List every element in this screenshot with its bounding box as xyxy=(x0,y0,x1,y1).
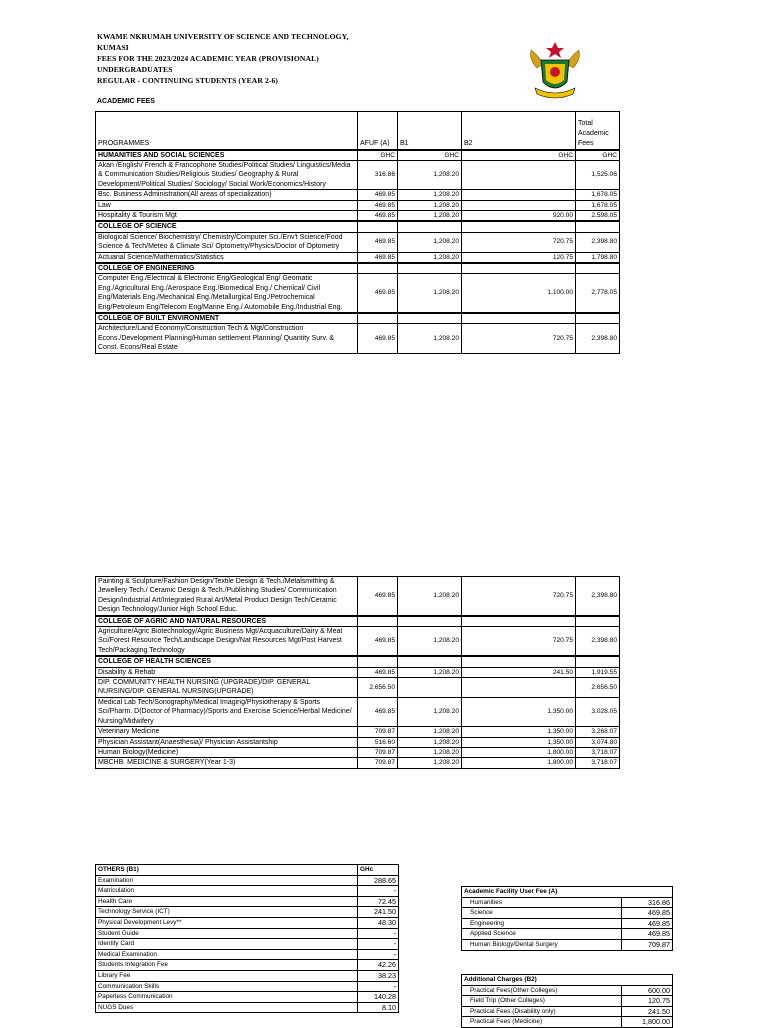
b2-cell: 720.75 xyxy=(462,324,576,353)
item-label: Paperless Communication xyxy=(96,992,358,1003)
column-header-programmes: PROGRAMMES xyxy=(96,112,358,150)
b2-cell xyxy=(462,313,576,324)
b2-cell: 1,350.00 xyxy=(462,737,576,747)
item-label: Human Biology/Dental Surgery xyxy=(462,939,622,950)
b2-cell: 1,100.00 xyxy=(462,274,576,313)
b1-cell: GHC xyxy=(398,150,462,161)
afuf-cell: 516.60 xyxy=(358,737,398,747)
table-row xyxy=(96,274,620,313)
item-label: Field Trip (Other Colleges) xyxy=(462,996,622,1007)
b2-cell xyxy=(462,656,576,667)
afuf-cell: 469.85 xyxy=(358,252,398,263)
item-value: - xyxy=(358,981,399,992)
total-cell: 2,398.80 xyxy=(576,232,620,252)
others-b1-table xyxy=(95,864,399,1013)
section-row xyxy=(96,616,620,627)
afuf-cell: 709.87 xyxy=(358,727,398,737)
afuf-cell: 469.85 xyxy=(358,210,398,221)
header-line: KUMASI xyxy=(97,43,129,52)
total-cell: 3,718.07 xyxy=(576,747,620,757)
total-cell xyxy=(576,313,620,324)
b1-cell: 1,208.20 xyxy=(398,758,462,768)
programme-cell: COLLEGE OF AGRIC AND NATURAL RESOURCES xyxy=(96,616,358,627)
afuf-cell: 469.85 xyxy=(358,200,398,210)
b1-cell: 1,208.20 xyxy=(398,274,462,313)
b1-cell: 1,208.20 xyxy=(398,190,462,200)
item-value: 600.00 xyxy=(622,985,673,996)
item-label: Physical Development Levy** xyxy=(96,917,358,928)
university-crest-logo xyxy=(527,38,583,104)
list-item xyxy=(96,960,399,971)
b1-cell: 1,208.20 xyxy=(398,324,462,353)
afuf-cell: 469.85 xyxy=(358,667,398,677)
b2-cell xyxy=(462,616,576,627)
table-row xyxy=(96,667,620,677)
item-value: 38.23 xyxy=(358,970,399,981)
table-row xyxy=(96,210,620,221)
programme-cell: Medical Lab Tech/Sonography/Medical Imaging/Physiotherapy & Sports Sci/Pharm. D(Doctor of Pharmacy)/Sports and Exercise Science/Herbal Medicine/ Nursing/Midwifery xyxy=(96,697,358,726)
afuf-cell: 316.86 xyxy=(358,160,398,189)
table-row xyxy=(96,577,620,616)
table-row xyxy=(96,678,620,698)
list-item xyxy=(96,939,399,950)
b1-cell: 1,208.20 xyxy=(398,200,462,210)
b2-cell: 1,800.00 xyxy=(462,758,576,768)
b2-cell: 120.75 xyxy=(462,252,576,263)
list-item xyxy=(462,1017,673,1028)
table-row xyxy=(96,252,620,263)
programme-cell: Painting & Sculpture/Fashion Design/Textile Design & Tech./Metalsmithing & Jewellery Tech./ Ceramic Design & Tech./Publishing Studies/ Communication Design/Industrial Art/Integrated Rural Art/Metal Product Design Tech/Ceramic Design Technology/Junior High School Educ. xyxy=(96,577,358,616)
programme-cell: MBCHB. MEDICINE & SURGERY(Year 1-3) xyxy=(96,758,358,768)
academic-fees-label: ACADEMIC FEES xyxy=(97,98,155,105)
list-item xyxy=(462,908,673,919)
total-cell: 1,919.55 xyxy=(576,667,620,677)
b2-cell: 1,350.00 xyxy=(462,697,576,726)
item-label: Health Care xyxy=(96,896,358,907)
programme-cell: COLLEGE OF SCIENCE xyxy=(96,221,358,232)
item-value: 241.50 xyxy=(358,907,399,918)
total-cell: 1,525.06 xyxy=(576,160,620,189)
b1-cell: 1,208.20 xyxy=(398,160,462,189)
header-line: UNDERGRADUATES xyxy=(97,65,173,74)
b2-cell: 1,800.00 xyxy=(462,747,576,757)
item-label: Technology Service (ICT) xyxy=(96,907,358,918)
table-row xyxy=(96,737,620,747)
b1-cell: 1,208.20 xyxy=(398,232,462,252)
item-label: Student Guide xyxy=(96,928,358,939)
others-currency: GHc xyxy=(358,865,399,876)
section-row xyxy=(96,313,620,324)
header-line: KWAME NKRUMAH UNIVERSITY OF SCIENCE AND TECHNOLOGY, xyxy=(97,32,349,41)
programme-cell: HUMANITIES AND SOCIAL SCIENCES xyxy=(96,150,358,161)
additional-title: Additional Charges (B2) xyxy=(462,975,673,986)
b2-cell xyxy=(462,678,576,698)
list-item xyxy=(462,996,673,1007)
b1-cell xyxy=(398,263,462,274)
others-header-row xyxy=(96,865,399,876)
b1-cell: 1,208.20 xyxy=(398,697,462,726)
item-value: 469.85 xyxy=(622,918,673,929)
item-label: Practical Fees(Other Colleges) xyxy=(462,985,622,996)
afuf-cell xyxy=(358,656,398,667)
item-value: 469.85 xyxy=(622,929,673,940)
item-label: Engineering xyxy=(462,918,622,929)
column-header-b1: B1 xyxy=(398,112,462,150)
list-item xyxy=(96,992,399,1003)
b1-cell xyxy=(398,616,462,627)
item-value: 48.30 xyxy=(358,917,399,928)
item-label: Communication Skills xyxy=(96,981,358,992)
afuf-cell: 469.85 xyxy=(358,627,398,657)
table-header-row xyxy=(96,112,620,150)
item-label: NUGS Dues xyxy=(96,1002,358,1013)
programme-cell: Architecture/Land Economy/Construction Tech & Mgt/Construction Econs./Development Planning/Human settlement Planning/ Quantity Surv. & Const. Econs/Real Estate xyxy=(96,324,358,353)
table-row xyxy=(96,758,620,768)
total-cell: 3,074.80 xyxy=(576,737,620,747)
total-cell: 1,798.80 xyxy=(576,252,620,263)
afuf-cell: 2,656.50 xyxy=(358,678,398,698)
table-row xyxy=(96,232,620,252)
afuf-cell: 709.87 xyxy=(358,758,398,768)
table-row xyxy=(96,627,620,657)
column-header-afuf: AFUF (A) xyxy=(358,112,398,150)
list-item xyxy=(462,918,673,929)
item-label: Library Fee xyxy=(96,970,358,981)
list-item xyxy=(462,985,673,996)
item-label: Identity Card xyxy=(96,939,358,950)
section-row xyxy=(96,150,620,161)
section-row xyxy=(96,656,620,667)
b1-cell: 1,208.20 xyxy=(398,747,462,757)
item-label: Matriculation xyxy=(96,886,358,897)
afuf-cell xyxy=(358,221,398,232)
item-label: Practical Fees (Medicine) xyxy=(462,1017,622,1028)
others-title: OTHERS (B1) xyxy=(96,865,358,876)
list-item xyxy=(96,928,399,939)
total-cell: 1,678.05 xyxy=(576,200,620,210)
programme-cell: Human Biology(Medicine) xyxy=(96,747,358,757)
section-row xyxy=(96,263,620,274)
list-item xyxy=(462,929,673,940)
programme-cell: Actuarial Science/Mathematics/Statistics xyxy=(96,252,358,263)
item-label: Humanities xyxy=(462,897,622,908)
section-row xyxy=(96,221,620,232)
b1-cell xyxy=(398,656,462,667)
afuf-cell: 469.85 xyxy=(358,697,398,726)
header-line: REGULAR - CONTINUING STUDENTS (YEAR 2-6) xyxy=(97,76,278,85)
item-label: Science xyxy=(462,908,622,919)
programme-cell: Law xyxy=(96,200,358,210)
afuf-title: Academic Facility User Fee (A) xyxy=(462,887,673,898)
programme-cell: COLLEGE OF ENGINEERING xyxy=(96,263,358,274)
total-cell: 3,718.07 xyxy=(576,758,620,768)
total-cell xyxy=(576,656,620,667)
programme-cell: Bsc. Business Administration(All areas of specialization) xyxy=(96,190,358,200)
list-item xyxy=(96,970,399,981)
afuf-cell xyxy=(358,616,398,627)
list-item xyxy=(96,1002,399,1013)
list-item xyxy=(462,939,673,950)
total-cell: GHC xyxy=(576,150,620,161)
column-header-total: Total Academic Fees xyxy=(576,112,620,150)
programme-cell: Veterinary Medicine xyxy=(96,727,358,737)
item-value: 1,800.00 xyxy=(622,1017,673,1028)
b2-cell: 720.75 xyxy=(462,577,576,616)
b2-cell xyxy=(462,200,576,210)
programme-cell: Agriculture/Agric Biotechnology/Agric Business Mgt/Acquaculture/Dairy & Meat Sci/Forest Resource Tech/Landscape Design/Nat Resources Mgt/Post Harvest Tech/Packaging Technology xyxy=(96,627,358,657)
b1-cell: 1,208.20 xyxy=(398,667,462,677)
total-cell: 2,778.05 xyxy=(576,274,620,313)
afuf-cell: GHC xyxy=(358,150,398,161)
b1-cell: 1,208.20 xyxy=(398,727,462,737)
b2-cell xyxy=(462,190,576,200)
total-cell: 2,656.50 xyxy=(576,678,620,698)
b1-cell xyxy=(398,678,462,698)
b1-cell: 1,208.20 xyxy=(398,577,462,616)
table-row xyxy=(96,190,620,200)
academic-facility-user-fee-table xyxy=(461,886,673,951)
b2-cell xyxy=(462,263,576,274)
total-cell: 2,398.80 xyxy=(576,577,620,616)
b2-cell: 241.50 xyxy=(462,667,576,677)
b2-cell: 720.75 xyxy=(462,232,576,252)
item-value: - xyxy=(358,886,399,897)
item-value: 140.28 xyxy=(358,992,399,1003)
programme-cell: Computer Eng./Electrical & Electronic Eng/Geological Eng/ Geomatic Eng./Agricultural Eng./Aerospace Eng./Biomedical Eng./ Chemical/ Civil Eng/Materials Eng./Mechanical Eng./Metallurgical Eng./Petrochemical Eng/Petroleum Eng/Telecom Eng/Marine Eng./ Automobile Eng./Industrial Eng. xyxy=(96,274,358,313)
list-item xyxy=(96,907,399,918)
total-cell: 3,028.05 xyxy=(576,697,620,726)
b1-cell: 1,208.20 xyxy=(398,627,462,657)
table-row xyxy=(96,747,620,757)
list-item xyxy=(462,897,673,908)
item-value: 241.50 xyxy=(622,1006,673,1017)
programme-cell: Biological Science/ Biochemistry/ Chemistry/Computer Sci./Env't Science/Food Science & Tech/Meteo & Climate Sci/ Optometry/Physics/Doctor of Optometry xyxy=(96,232,358,252)
total-cell xyxy=(576,221,620,232)
b1-cell xyxy=(398,221,462,232)
item-value: 709.87 xyxy=(622,939,673,950)
table-row xyxy=(96,200,620,210)
total-cell: 2,398.80 xyxy=(576,324,620,353)
additional-charges-table xyxy=(461,974,673,1028)
programme-cell: Physician Assistant(Anaesthesia)/ Physician Assistantship xyxy=(96,737,358,747)
item-label: Medical Examination xyxy=(96,949,358,960)
b2-cell xyxy=(462,160,576,189)
document-header xyxy=(97,31,497,86)
item-value: - xyxy=(358,928,399,939)
list-item xyxy=(96,875,399,886)
total-cell: 2,398.80 xyxy=(576,627,620,657)
list-item xyxy=(96,981,399,992)
b2-cell: 920.00 xyxy=(462,210,576,221)
afuf-cell: 469.85 xyxy=(358,274,398,313)
list-item xyxy=(462,1006,673,1017)
programme-cell: COLLEGE OF HEALTH SCIENCES xyxy=(96,656,358,667)
list-item xyxy=(96,949,399,960)
item-value: - xyxy=(358,939,399,950)
total-cell: 1,678.05 xyxy=(576,190,620,200)
afuf-header-row xyxy=(462,887,673,898)
total-cell xyxy=(576,616,620,627)
table-row xyxy=(96,160,620,189)
afuf-cell: 469.85 xyxy=(358,324,398,353)
programme-cell: COLLEGE OF BUILT ENVIRONMENT xyxy=(96,313,358,324)
table-row xyxy=(96,727,620,737)
list-item xyxy=(96,896,399,907)
list-item xyxy=(96,886,399,897)
item-value: 469.85 xyxy=(622,908,673,919)
programme-cell: DIP. COMMUNITY HEALTH NURSING (UPGRADE)/DIP. GENERAL NURSING/DIP. GENERAL NURSING(UPGRADE) xyxy=(96,678,358,698)
list-item xyxy=(96,917,399,928)
additional-header-row xyxy=(462,975,673,986)
programme-cell: Hospitality & Tourism Mgt xyxy=(96,210,358,221)
afuf-cell xyxy=(358,313,398,324)
afuf-cell: 469.85 xyxy=(358,577,398,616)
b2-cell xyxy=(462,221,576,232)
item-label: Applied Science xyxy=(462,929,622,940)
total-cell: 2,598.05 xyxy=(576,210,620,221)
item-value: 288.65 xyxy=(358,875,399,886)
item-value: - xyxy=(358,949,399,960)
b2-cell: GHC xyxy=(462,150,576,161)
b1-cell xyxy=(398,313,462,324)
b2-cell: 720.75 xyxy=(462,627,576,657)
afuf-cell xyxy=(358,263,398,274)
item-value: 316.86 xyxy=(622,897,673,908)
item-value: 72.45 xyxy=(358,896,399,907)
b2-cell: 1,350.00 xyxy=(462,727,576,737)
programme-cell: Disability & Rehab xyxy=(96,667,358,677)
b1-cell: 1,208.20 xyxy=(398,737,462,747)
table-row xyxy=(96,697,620,726)
total-cell xyxy=(576,263,620,274)
column-header-b2: B2 xyxy=(462,112,576,150)
header-line: FEES FOR THE 2023/2024 ACADEMIC YEAR (PROVISIONAL) xyxy=(97,54,319,63)
item-label: Students Integration Fee xyxy=(96,960,358,971)
programme-cell: Akan /English/ French & Francophone Studies/Political Studies/ Linguistics/Media & Communication Studies/Religious Studies/ Geography & Rural Development/Political Studies/ Sociology/ Social Work/Economics/History xyxy=(96,160,358,189)
afuf-cell: 709.87 xyxy=(358,747,398,757)
table-row xyxy=(96,324,620,353)
item-value: 120.75 xyxy=(622,996,673,1007)
item-label: Examination xyxy=(96,875,358,886)
afuf-cell: 469.85 xyxy=(358,232,398,252)
item-value: 42.26 xyxy=(358,960,399,971)
academic-fees-table-continued xyxy=(95,576,620,769)
item-label: Practical Fees (Disability only) xyxy=(462,1006,622,1017)
item-value: 8.10 xyxy=(358,1002,399,1013)
academic-fees-table xyxy=(95,111,620,354)
b1-cell: 1,208.20 xyxy=(398,252,462,263)
total-cell: 3,268.07 xyxy=(576,727,620,737)
b1-cell: 1,208.20 xyxy=(398,210,462,221)
afuf-cell: 469.85 xyxy=(358,190,398,200)
